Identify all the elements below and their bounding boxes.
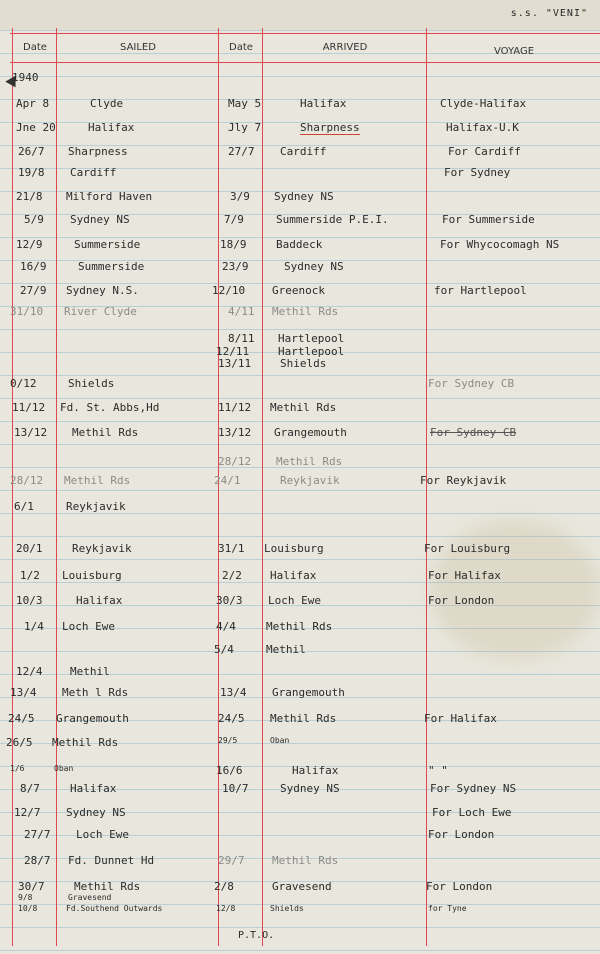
sailed-date: Apr 8	[16, 97, 50, 110]
voyage-note: For London	[426, 880, 493, 893]
sailed-port: Halifax	[70, 782, 117, 795]
arrived-date: 4/11	[228, 305, 255, 318]
header-sailed: SAILED	[120, 42, 156, 53]
header-date-arrived: Date	[229, 42, 253, 53]
voyage-note: For Sydney NS	[430, 782, 517, 795]
sailed-date: 11/12	[12, 401, 46, 414]
sailed-port: Oban	[54, 764, 74, 773]
arrived-date: 11/12	[218, 401, 252, 414]
sailed-date: 1/2	[20, 569, 40, 582]
arrived-date: 12/8	[216, 904, 236, 913]
paper-stain	[430, 520, 600, 660]
voyage-note: " "	[428, 764, 448, 777]
arrived-port: Sydney NS	[274, 190, 334, 203]
sailed-port: Methil Rds	[72, 426, 139, 439]
arrived-port: Methil Rds	[270, 712, 337, 725]
arrived-date: 3/9	[230, 190, 250, 203]
voyage-note: For London	[428, 828, 495, 841]
sailed-port: Halifax	[88, 121, 135, 134]
sailed-port: Gravesend	[68, 893, 112, 902]
sailed-date: 12/4	[16, 665, 43, 678]
voyage-note: For Whycocomagh NS	[440, 238, 560, 251]
voyage-note: For Loch Ewe	[432, 806, 512, 819]
sailed-date: 31/10	[10, 305, 44, 318]
arrived-port: Grangemouth	[274, 426, 347, 439]
voyage-note: For Cardiff	[448, 145, 521, 158]
arrived-port: Summerside P.E.I.	[276, 213, 389, 226]
sailed-port: Loch Ewe	[76, 828, 129, 841]
footer-pto: P.T.O.	[238, 930, 275, 941]
sailed-port: Reykjavik	[72, 542, 132, 555]
voyage-note: For Halifax	[424, 712, 497, 725]
arrived-date: 10/7	[222, 782, 249, 795]
sailed-port: Milford Haven	[66, 190, 153, 203]
arrived-date: 13/11	[218, 357, 252, 370]
sailed-date: 12/7	[14, 806, 41, 819]
arrived-port: Methil	[266, 643, 306, 656]
sailed-date: 10/3	[16, 594, 43, 607]
sailed-port: Meth l Rds	[62, 686, 129, 699]
sailed-date: 26/7	[18, 145, 45, 158]
arrived-date: 31/1	[218, 542, 245, 555]
sailed-date: 20/1	[16, 542, 43, 555]
sailed-port: Methil Rds	[64, 474, 131, 487]
arrived-date: 24/5	[218, 712, 245, 725]
arrived-port: Methil Rds	[276, 455, 343, 468]
header-voyage: VOYAGE	[493, 46, 535, 57]
header-bottom-rule	[10, 62, 600, 63]
sailed-date: 21/8	[16, 190, 43, 203]
arrived-date: 8/11	[228, 332, 255, 345]
arrived-date: 2/2	[222, 569, 242, 582]
arrived-port: Halifax	[292, 764, 339, 777]
year-label: 1940	[12, 71, 39, 84]
sailed-date: Jne 20	[16, 121, 56, 134]
header-arrived: ARRIVED	[322, 42, 368, 53]
sailed-port: Grangemouth	[56, 712, 129, 725]
arrived-port: Grangemouth	[272, 686, 345, 699]
sailed-port: Summerside	[78, 260, 145, 273]
arrived-port: Shields	[280, 357, 327, 370]
ship-label: s.s. "VENI"	[510, 8, 588, 19]
arrived-date: May 5	[228, 97, 262, 110]
voyage-note: For Sydney	[444, 166, 511, 179]
arrived-port: Gravesend	[272, 880, 332, 893]
arrived-port: Halifax	[300, 97, 347, 110]
arrived-date: 27/7	[228, 145, 255, 158]
sailed-date: 28/12	[10, 474, 44, 487]
sailed-port: Halifax	[76, 594, 123, 607]
voyage-note: For Sydney CB	[430, 426, 517, 439]
arrived-port: Hartlepool	[278, 332, 345, 345]
arrived-date: 24/1	[214, 474, 241, 487]
arrived-date: 12/10	[212, 284, 246, 297]
sailed-date: 10/8	[18, 904, 38, 913]
arrived-port: Methil Rds	[272, 305, 339, 318]
header-top-rule	[10, 33, 600, 34]
arrived-port: Loch Ewe	[268, 594, 321, 607]
arrived-date: 30/3	[216, 594, 243, 607]
voyage-note: For Halifax	[428, 569, 501, 582]
arrived-port: Shields	[270, 904, 304, 913]
col-rule-1	[12, 28, 13, 946]
sailed-date: 16/9	[20, 260, 47, 273]
sailed-port: Shields	[68, 377, 115, 390]
col-rule-4	[262, 28, 263, 946]
arrived-date: 18/9	[220, 238, 247, 251]
arrived-port: Sharpness	[300, 121, 360, 134]
col-rule-2	[56, 28, 57, 946]
voyage-note: Clyde-Halifax	[440, 97, 527, 110]
voyage-note: for Hartlepool	[434, 284, 527, 297]
sailed-port: Louisburg	[62, 569, 122, 582]
sailed-port: Sydney NS	[70, 213, 130, 226]
sailed-date: 24/5	[8, 712, 35, 725]
header-date-sailed: Date	[23, 42, 47, 53]
sailed-date: 6/1	[14, 500, 34, 513]
sailed-port: Methil Rds	[52, 736, 119, 749]
arrived-port: Reykjavik	[280, 474, 340, 487]
arrived-port: Sydney NS	[284, 260, 344, 273]
arrived-port: Hartlepool	[278, 345, 345, 358]
voyage-note: For Reykjavik	[420, 474, 507, 487]
voyage-note: Halifax-U.K	[446, 121, 519, 134]
arrived-date: 13/12	[218, 426, 252, 439]
arrived-date: 2/8	[214, 880, 234, 893]
sailed-port: Summerside	[74, 238, 141, 251]
sailed-date: 5/9	[24, 213, 44, 226]
arrived-port: Cardiff	[280, 145, 327, 158]
sailed-date: 12/9	[16, 238, 43, 251]
sailed-date: 30/7	[18, 880, 45, 893]
sailed-date: 19/8	[18, 166, 45, 179]
arrived-port: Halifax	[270, 569, 317, 582]
arrived-port: Oban	[270, 736, 290, 745]
arrived-date: 5/4	[214, 643, 234, 656]
arrived-date: 7/9	[224, 213, 244, 226]
voyage-note: For Summerside	[442, 213, 535, 226]
sailed-port: Clyde	[90, 97, 124, 110]
arrived-port: Greenock	[272, 284, 325, 297]
arrived-port: Methil Rds	[272, 854, 339, 867]
sailed-port: Fd. St. Abbs,Hd	[60, 401, 160, 414]
sailed-date: 8/7	[20, 782, 40, 795]
sailed-date: 28/7	[24, 854, 51, 867]
arrived-date: 13/4	[220, 686, 247, 699]
arrived-date: 28/12	[218, 455, 252, 468]
voyage-note: For Louisburg	[424, 542, 511, 555]
arrived-date: 12/11	[216, 345, 250, 358]
voyage-note: For Sydney CB	[428, 377, 515, 390]
sailed-date: 13/4	[10, 686, 37, 699]
sailed-port: Fd.Southend Outwards	[66, 904, 163, 913]
sailed-port: Cardiff	[70, 166, 117, 179]
arrived-date: 4/4	[216, 620, 236, 633]
arrived-port: Louisburg	[264, 542, 324, 555]
sailed-date: 13/12	[14, 426, 48, 439]
arrived-port: Baddeck	[276, 238, 323, 251]
sailed-port: River Clyde	[64, 305, 137, 318]
voyage-note: for Tyne	[428, 904, 467, 913]
sailed-date: 26/5	[6, 736, 33, 749]
sailed-date: 27/9	[20, 284, 47, 297]
sailed-port: Reykjavik	[66, 500, 126, 513]
arrived-port: Sydney NS	[280, 782, 340, 795]
arrived-date: 23/9	[222, 260, 249, 273]
sailed-port: Methil	[70, 665, 110, 678]
col-rule-3	[218, 28, 219, 946]
arrived-port: Methil Rds	[270, 401, 337, 414]
sailed-port: Sydney NS	[66, 806, 126, 819]
arrived-port: Methil Rds	[266, 620, 333, 633]
sailed-port: Fd. Dunnet Hd	[68, 854, 155, 867]
sailed-date: 9/8	[18, 893, 33, 902]
sailed-date: 27/7	[24, 828, 51, 841]
arrived-date: Jly 7	[228, 121, 262, 134]
arrived-date: 29/5	[218, 736, 238, 745]
sailed-port: Loch Ewe	[62, 620, 115, 633]
voyage-note: For London	[428, 594, 495, 607]
arrived-date: 16/6	[216, 764, 243, 777]
sailed-date: 0/12	[10, 377, 37, 390]
sailed-port: Methil Rds	[74, 880, 141, 893]
sailed-port: Sharpness	[68, 145, 128, 158]
sailed-date: 1/6	[10, 764, 25, 773]
arrived-date: 29/7	[218, 854, 245, 867]
col-rule-5	[426, 28, 427, 946]
sailed-port: Sydney N.S.	[66, 284, 139, 297]
sailed-date: 1/4	[24, 620, 44, 633]
